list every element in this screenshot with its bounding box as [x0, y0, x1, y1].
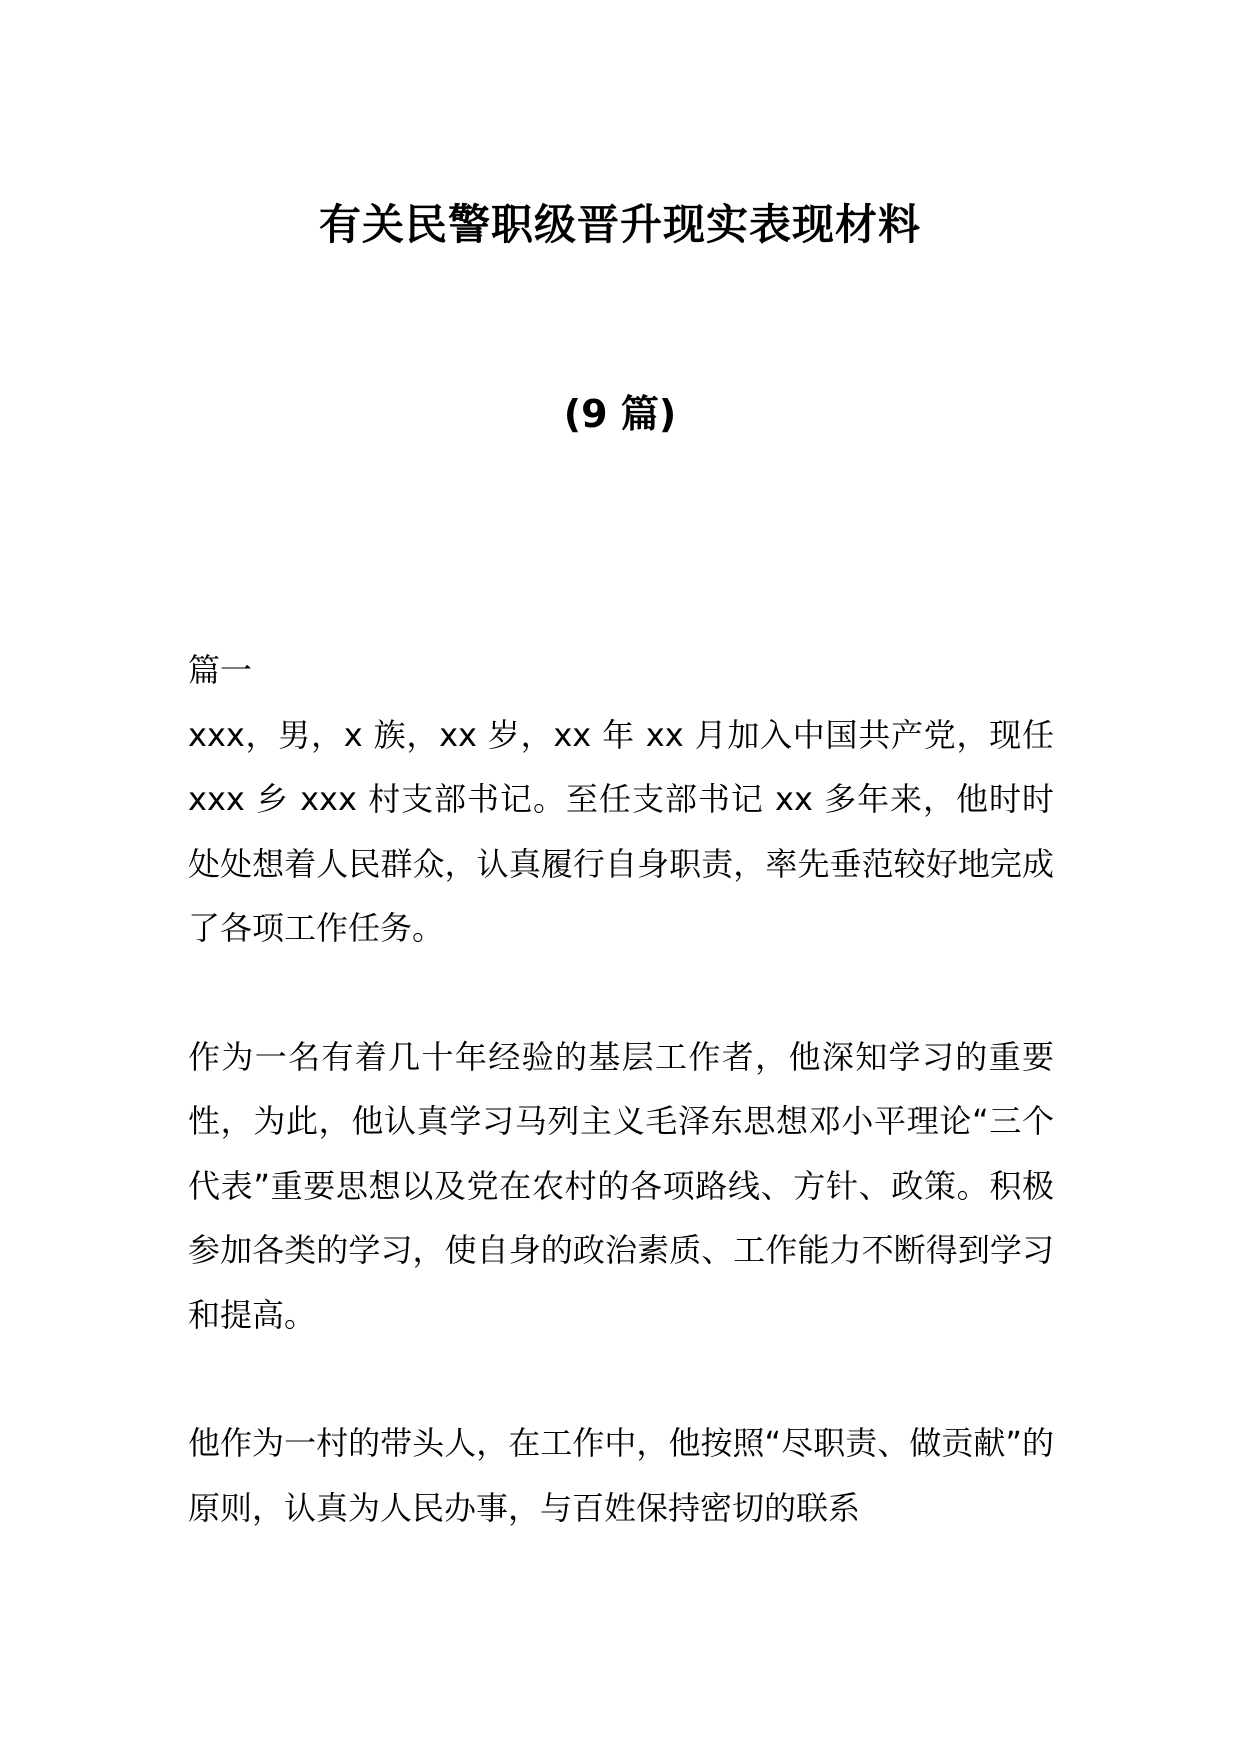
body-paragraph-3: 他作为一村的带头人，在工作中，他按照“尽职责、做贡献”的原则，认真为人民办事，与百姓保持密切的联系 [188, 1424, 1054, 1527]
section-heading: 篇一 [188, 651, 253, 689]
document-body [188, 638, 1054, 1540]
body-paragraph-1: xxx，男，x 族，xx 岁，xx 年 xx 月加入中国共产党，现任 xxx 乡 xxx 村支部书记。至任支部书记 xx 多年来，他时时处处想着人民群众，认真履行自身职责，率先垂范较好地完成了各项工作任务。 [188, 715, 1054, 947]
document-title: 有关民警职级晋升现实表现材料 [318, 200, 921, 249]
document-subtitle: (9 篇) [563, 392, 677, 436]
body-paragraph-2: 作为一名有着几十年经验的基层工作者，他深知学习的重要性，为此，他认真学习马列主义毛泽东思想邓小平理论“三个代表”重要思想以及党在农村的各项路线、方针、政策。积极参加各类的学习，使自身的政治素质、工作能力不断得到学习和提高。 [188, 1037, 1054, 1334]
